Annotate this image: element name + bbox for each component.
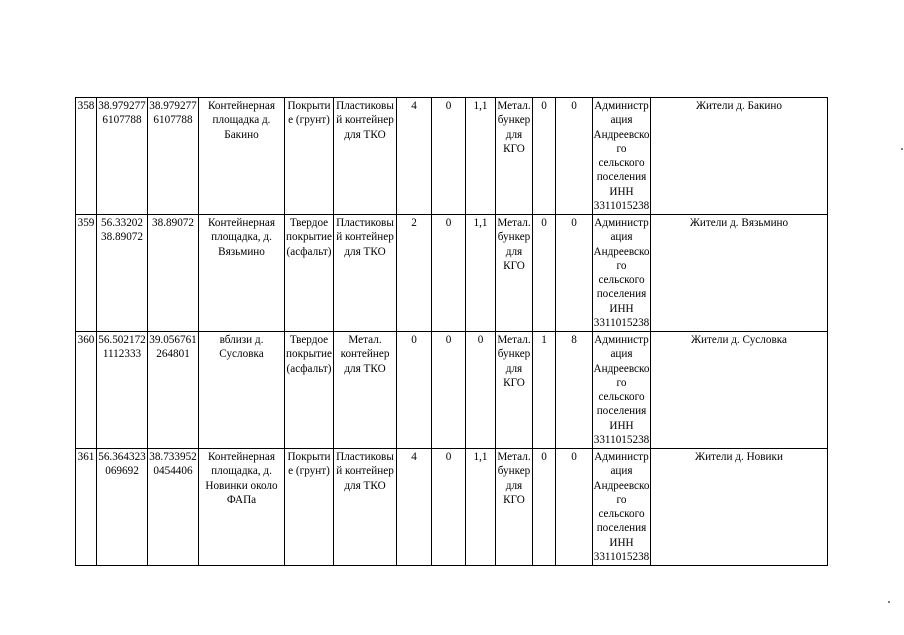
table-row xyxy=(76,332,828,449)
site-name-cell xyxy=(199,332,285,449)
site-name: Контейнерная площадка д. Бакино xyxy=(208,100,275,141)
longitude-cell xyxy=(148,215,199,332)
planned-count-cell xyxy=(432,215,466,332)
bunker-volume: 8 xyxy=(571,334,577,346)
bunker-type-cell xyxy=(496,98,533,215)
surface-type: Твердое покрытие (асфальт) xyxy=(286,334,332,375)
owner-cell xyxy=(593,215,651,332)
bunker-volume: 0 xyxy=(571,100,577,112)
owner: Администр ация Андреевско го сельского поселения ИНН 3311015238 xyxy=(593,334,650,447)
site-name-cell xyxy=(199,98,285,215)
site-name: Контейнерная площадка, д. Вязьмино xyxy=(208,217,275,258)
container-volume: 0 xyxy=(477,334,484,346)
container-type: Метал. контейнер для ТКО xyxy=(340,334,390,375)
owner-cell xyxy=(593,98,651,215)
bunker-volume: 0 xyxy=(571,217,577,229)
container-count: 2 xyxy=(411,217,417,229)
container-count-cell xyxy=(397,332,432,449)
planned-count-cell xyxy=(432,332,466,449)
bunker-volume-cell xyxy=(556,449,593,566)
planned-count: 0 xyxy=(445,217,452,229)
container-count: 0 xyxy=(411,334,417,346)
users-cell xyxy=(651,332,828,449)
table-row xyxy=(76,449,828,566)
users-cell xyxy=(651,98,828,215)
site-number-cell xyxy=(76,98,97,215)
planned-count: 0 xyxy=(445,100,452,112)
bunker-volume-cell xyxy=(556,215,593,332)
bunker-type: Метал. бункер для КГО xyxy=(497,100,531,155)
bunker-type: Метал. бункер для КГО xyxy=(497,334,531,389)
bunker-type-cell xyxy=(496,215,533,332)
surface-type: Твердое покрытие (асфальт) xyxy=(286,217,332,258)
owner-cell xyxy=(593,449,651,566)
bunker-volume-cell xyxy=(556,332,593,449)
latitude: 38.979277 6107788 xyxy=(98,100,146,127)
volume-cell xyxy=(466,332,496,449)
owner-cell xyxy=(593,332,651,449)
site-number: 360 xyxy=(77,334,95,346)
longitude: 38.89072 xyxy=(152,217,194,229)
users-cell xyxy=(651,449,828,566)
table-row xyxy=(76,98,828,215)
volume-cell xyxy=(466,215,496,332)
bunker-type: Метал. бункер для КГО xyxy=(497,451,531,506)
surface-cell xyxy=(285,449,334,566)
container-type: Пластиковы й контейнер для ТКО xyxy=(336,100,394,141)
container-type: Пластиковы й контейнер для ТКО xyxy=(336,451,394,492)
owner: Администр ация Андреевско го сельского поселения ИНН 3311015238 xyxy=(593,217,650,330)
bunker-count-cell xyxy=(533,449,556,566)
planned-count: 0 xyxy=(445,334,452,346)
served-residents: Жители д. Новики xyxy=(695,451,783,463)
volume-cell xyxy=(466,98,496,215)
planned-count-cell xyxy=(432,98,466,215)
bunker-count: 0 xyxy=(541,100,547,112)
site-name-cell xyxy=(199,215,285,332)
latitude-cell xyxy=(97,215,148,332)
served-residents: Жители д. Сусловка xyxy=(691,334,787,346)
longitude-cell xyxy=(148,98,199,215)
bunker-count: 1 xyxy=(541,334,547,346)
longitude-cell xyxy=(148,449,199,566)
surface-cell xyxy=(285,98,334,215)
latitude: 56.364323 069692 xyxy=(98,451,146,478)
bunker-count-cell xyxy=(533,215,556,332)
bunker-volume: 0 xyxy=(571,451,577,463)
bunker-count: 0 xyxy=(541,217,547,229)
latitude-cell xyxy=(97,332,148,449)
waste-sites-table xyxy=(75,97,828,566)
table-row xyxy=(76,215,828,332)
container-type-cell xyxy=(334,449,397,566)
bunker-type: Метал. бункер для КГО xyxy=(497,217,531,272)
site-name-cell xyxy=(199,449,285,566)
bunker-type-cell xyxy=(496,332,533,449)
surface-type: Покрыти е (грунт) xyxy=(287,100,331,127)
longitude: 39.056761 264801 xyxy=(149,334,197,361)
latitude: 56.33202 38.89072 xyxy=(101,217,143,244)
site-name: Контейнерная площадка, д. Новинки около ФАПа xyxy=(205,451,278,506)
container-count-cell xyxy=(397,98,432,215)
container-count-cell xyxy=(397,215,432,332)
table-body xyxy=(76,98,828,566)
container-type: Пластиковы й контейнер для ТКО xyxy=(336,217,394,258)
surface-cell xyxy=(285,332,334,449)
container-volume: 1,1 xyxy=(473,451,488,463)
volume-cell xyxy=(466,449,496,566)
latitude-cell xyxy=(97,449,148,566)
container-volume: 1,1 xyxy=(473,100,488,112)
bunker-volume-cell xyxy=(556,98,593,215)
latitude: 56.502172 1112333 xyxy=(98,334,146,361)
planned-count: 0 xyxy=(445,451,452,463)
site-number-cell xyxy=(76,332,97,449)
scan-speck xyxy=(901,148,903,150)
served-residents: Жители д. Вязьмино xyxy=(689,217,789,229)
container-type-cell xyxy=(334,215,397,332)
site-number: 361 xyxy=(77,451,95,463)
owner: Администр ация Андреевско го сельского поселения ИНН 3311015238 xyxy=(593,100,650,213)
site-number: 359 xyxy=(77,217,95,229)
container-type-cell xyxy=(334,98,397,215)
bunker-count-cell xyxy=(533,98,556,215)
site-name: вблизи д. Сусловка xyxy=(219,334,264,361)
owner: Администр ация Андреевско го сельского поселения ИНН 3311015238 xyxy=(593,451,650,564)
bunker-count-cell xyxy=(533,332,556,449)
surface-cell xyxy=(285,215,334,332)
scan-speck xyxy=(888,601,890,603)
bunker-type-cell xyxy=(496,449,533,566)
container-count-cell xyxy=(397,449,432,566)
site-number: 358 xyxy=(77,100,95,112)
longitude: 38.979277 6107788 xyxy=(149,100,197,127)
longitude: 38.733952 0454406 xyxy=(149,451,197,478)
users-cell xyxy=(651,215,828,332)
latitude-cell xyxy=(97,98,148,215)
longitude-cell xyxy=(148,332,199,449)
served-residents: Жители д. Бакино xyxy=(696,100,782,112)
bunker-count: 0 xyxy=(541,451,547,463)
container-count: 4 xyxy=(411,100,417,112)
planned-count-cell xyxy=(432,449,466,566)
site-number-cell xyxy=(76,215,97,332)
container-type-cell xyxy=(334,332,397,449)
container-count: 4 xyxy=(411,451,417,463)
site-number-cell xyxy=(76,449,97,566)
surface-type: Покрыти е (грунт) xyxy=(287,451,331,478)
container-volume: 1,1 xyxy=(473,217,488,229)
